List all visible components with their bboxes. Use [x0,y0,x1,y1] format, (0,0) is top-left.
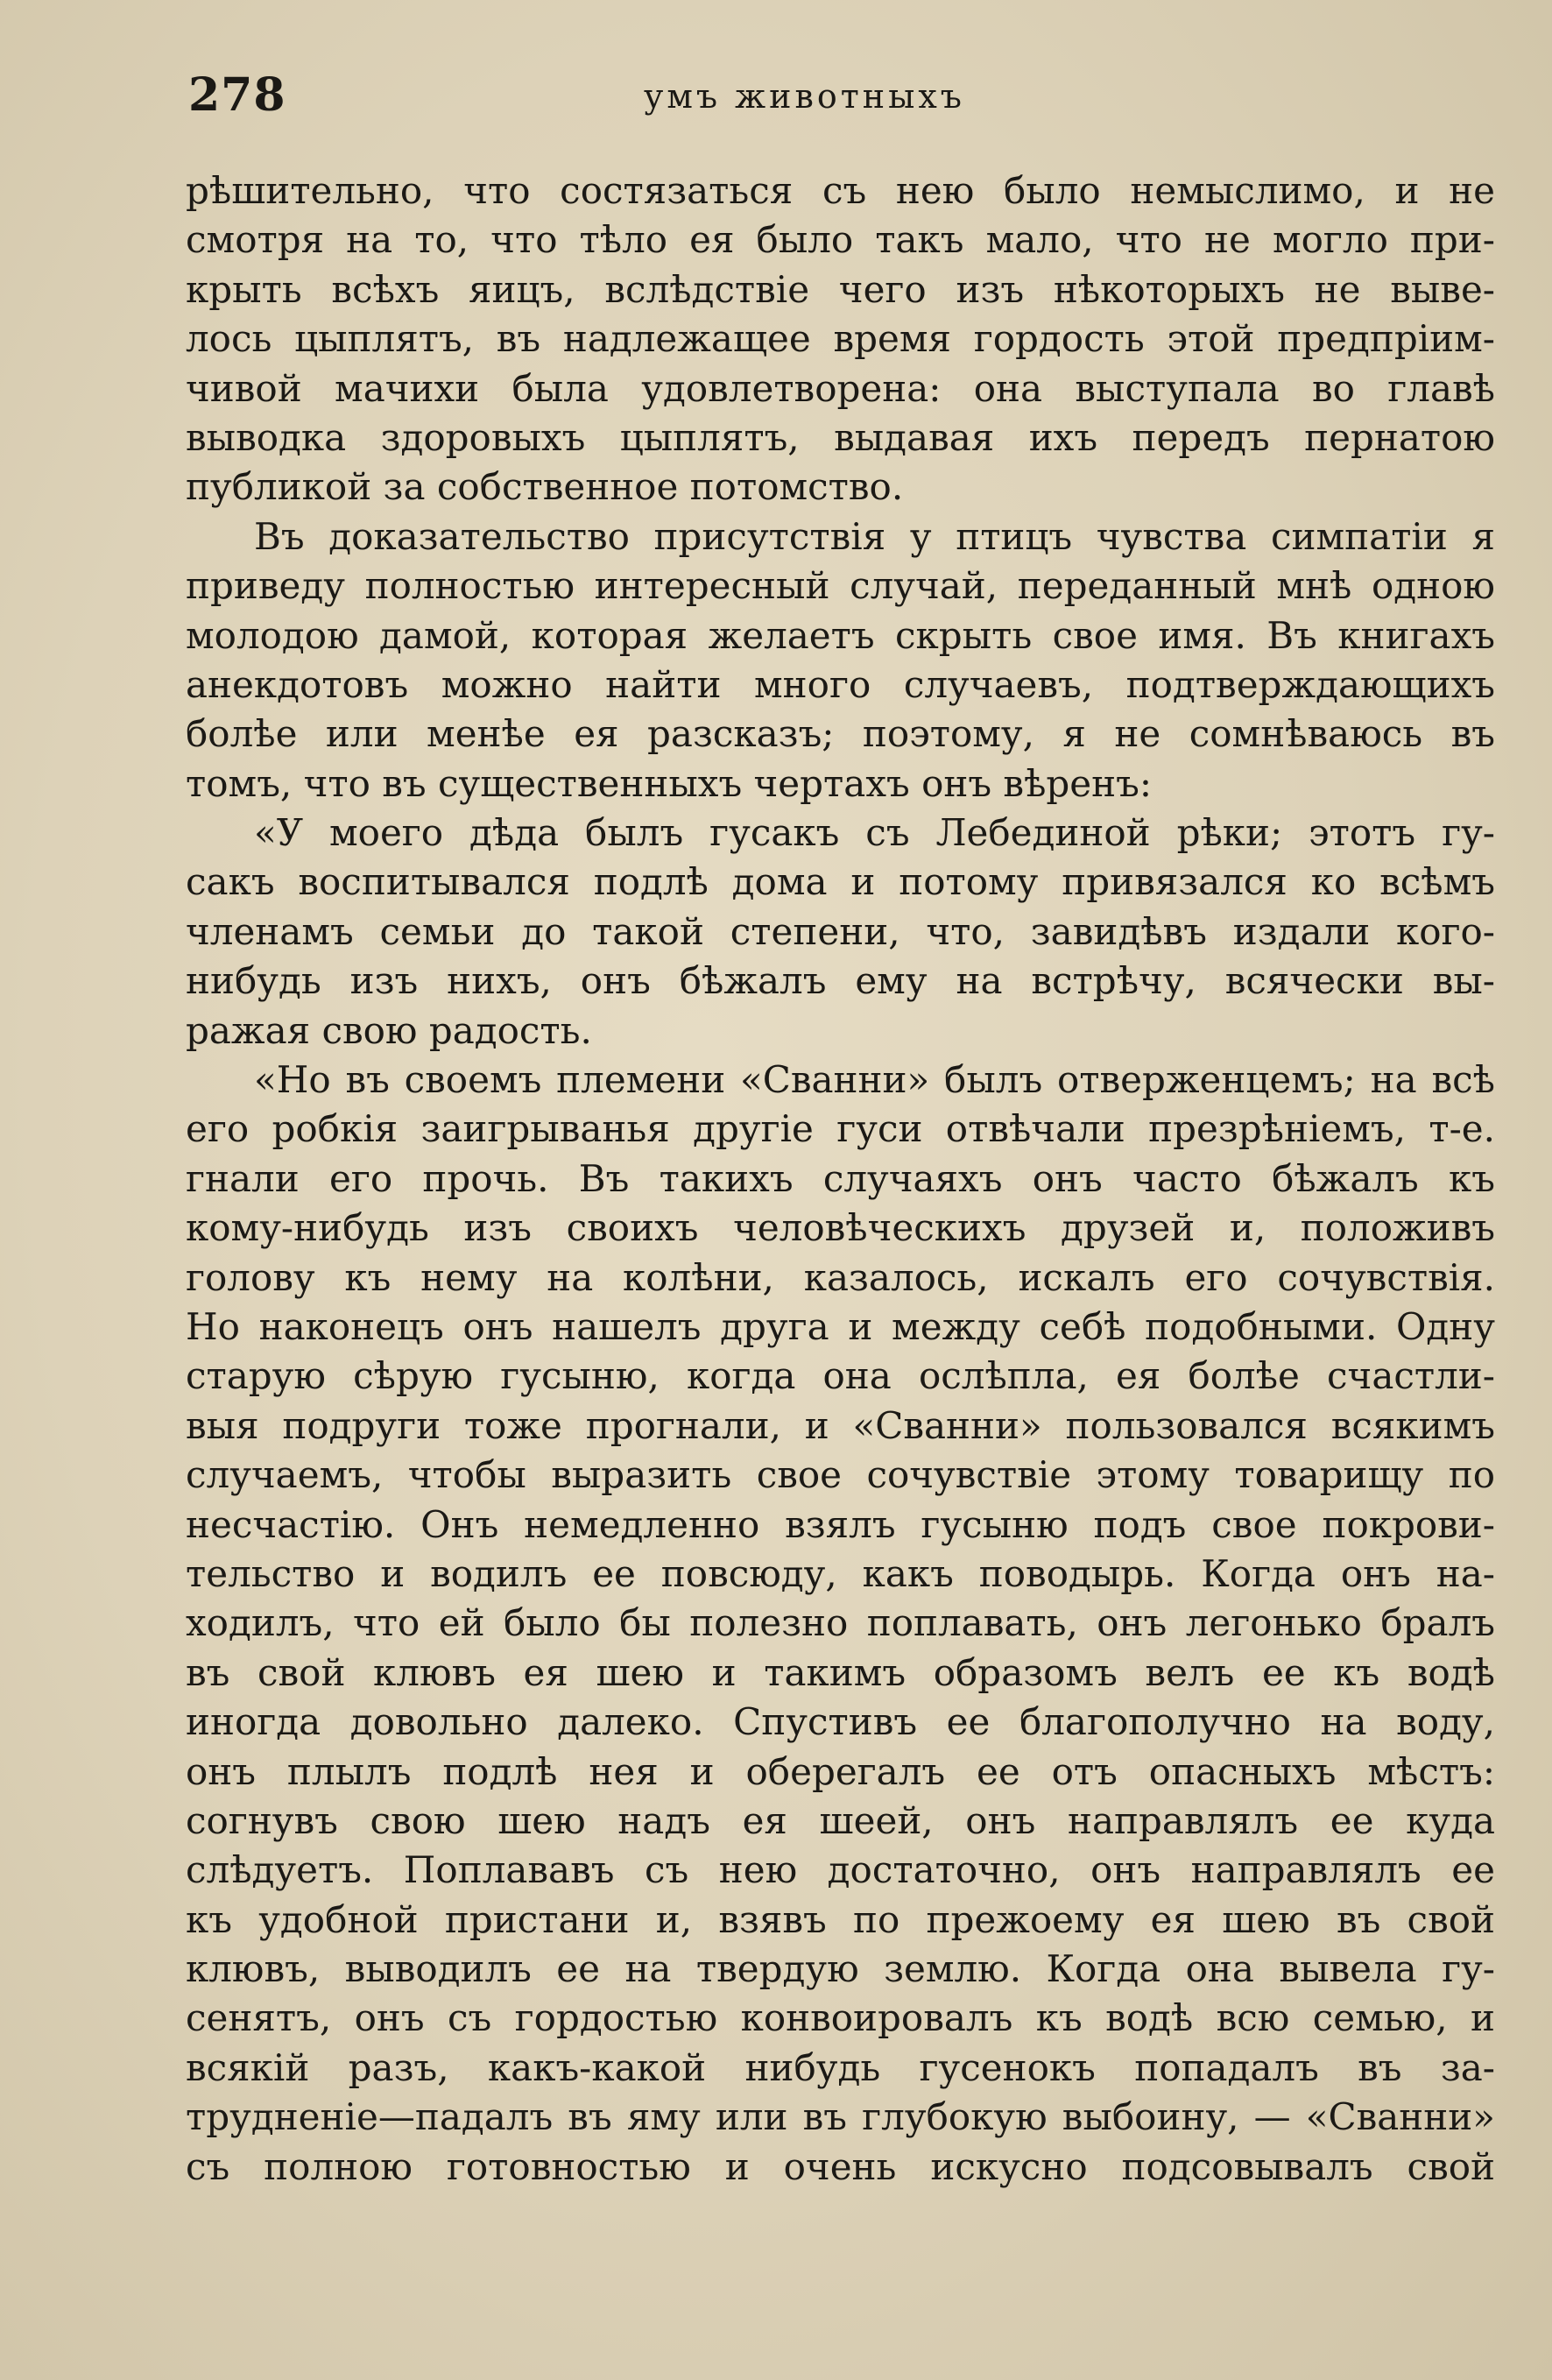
text-line: тельство и водилъ ее повсюду, какъ поводырь. Когда онъ на- [186,1551,1495,1595]
text-line: анекдотовъ можно найти много случаевъ, подтверждающихъ [186,662,1495,706]
text-line: согнувъ свою шею надъ ея шеей, онъ направлялъ ее куда [186,1798,1495,1842]
text-line: съ полною готовностью и очень искусно подсовывалъ свой [186,2144,1495,2188]
text-line: клювъ, выводилъ ее на твердую землю. Когда она вывела гу- [186,1947,1495,1991]
text-line: онъ плылъ подлѣ нея и оберегалъ ее отъ опасныхъ мѣстъ: [186,1749,1495,1793]
text-line: лось цыплятъ, въ надлежащее время гордость этой предпріим- [186,317,1495,361]
text-line: случаемъ, чтобы выразить свое сочувствіе этому товарищу по [186,1453,1495,1497]
text-line: его робкія заигрыванья другіе гуси отвѣчали презрѣніемъ, т-е. [186,1107,1495,1151]
text-line: къ удобной пристани и, взявъ по прежоему ея шею въ свой [186,1897,1495,1941]
text-line: трудненіе—падалъ въ яму или въ глубокую выбоину, — «Сванни» [186,2095,1495,2139]
text-line: рѣшительно, что состязаться съ нею было немыслимо, и не [186,169,1495,212]
body-text [186,166,1495,2192]
text-line: приведу полностью интересный случай, переданный мнѣ одною [186,564,1495,608]
running-title: умъ животныхъ [644,77,965,116]
text-line: въ свой клювъ ея шею и такимъ образомъ велъ ее къ водѣ [186,1650,1495,1694]
running-head [188,68,1493,130]
text-line: несчастію. Онъ немедленно взялъ гусыню подъ свое покрови- [186,1502,1495,1546]
text-line: голову къ нему на колѣни, казалось, искалъ его сочувствія. [186,1255,1495,1299]
text-line: Въ доказательство присутствія у птицъ чувства симпатіи я [254,514,1495,558]
text-line: сенятъ, онъ съ гордостью конвоировалъ къ водѣ всю семью, и [186,1996,1495,2040]
text-line: «У моего дѣда былъ гусакъ съ Лебединой рѣки; этотъ гу- [254,811,1495,855]
text-line: смотря на то, что тѣло ея было такъ мало, что не могло при- [186,218,1495,262]
text-line: томъ, что въ существенныхъ чертахъ онъ вѣренъ: [186,761,1153,805]
text-line: старую сѣрую гусыню, когда она ослѣпла, ея болѣе счастли- [186,1354,1495,1398]
text-line: болѣе или менѣе ея разсказъ; поэтому, я не сомнѣваюсь въ [186,712,1495,756]
text-line: выводка здоровыхъ цыплятъ, выдавая ихъ передъ пернатою [186,415,1495,459]
text-line: всякій разъ, какъ-какой нибудь гусенокъ попадалъ въ за- [186,2045,1495,2089]
text-line: крыть всѣхъ яицъ, вслѣдствіе чего изъ нѣкоторыхъ не выве- [186,267,1495,311]
text-line: слѣдуетъ. Поплававъ съ нею достаточно, онъ направлялъ ее [186,1848,1495,1892]
text-line: гнали его прочь. Въ такихъ случаяхъ онъ часто бѣжалъ къ [186,1156,1495,1200]
text-line: публикой за собственное потомство. [186,465,904,509]
text-line: ражая свою радость. [186,1008,592,1052]
text-line: кому-нибудь изъ своихъ человѣческихъ друзей и, положивъ [186,1206,1495,1250]
text-line: нибудь изъ нихъ, онъ бѣжалъ ему на встрѣчу, всячески вы- [186,959,1495,1003]
text-line: выя подруги тоже прогнали, и «Сванни» пользовался всякимъ [186,1403,1495,1447]
text-line: чивой мачихи была удовлетворена: она выступала во главѣ [186,366,1495,410]
text-line: иногда довольно далеко. Спустивъ ее благополучно на воду, [186,1700,1495,1744]
text-line: сакъ воспитывался подлѣ дома и потому привязался ко всѣмъ [186,860,1495,904]
text-line: членамъ семьи до такой степени, что, завидѣвъ издали кого- [186,909,1495,953]
text-line: Но наконецъ онъ нашелъ друга и между себѣ подобными. Одну [186,1304,1495,1348]
text-line: молодою дамой, которая желаетъ скрыть свое имя. Въ книгахъ [186,613,1495,657]
text-line: ходилъ, что ей было бы полезно поплавать, онъ легонько бралъ [186,1601,1495,1645]
page-number: 278 [188,68,286,122]
text-line: «Но въ своемъ племени «Сванни» былъ отверженцемъ; на всѣ [254,1058,1495,1102]
